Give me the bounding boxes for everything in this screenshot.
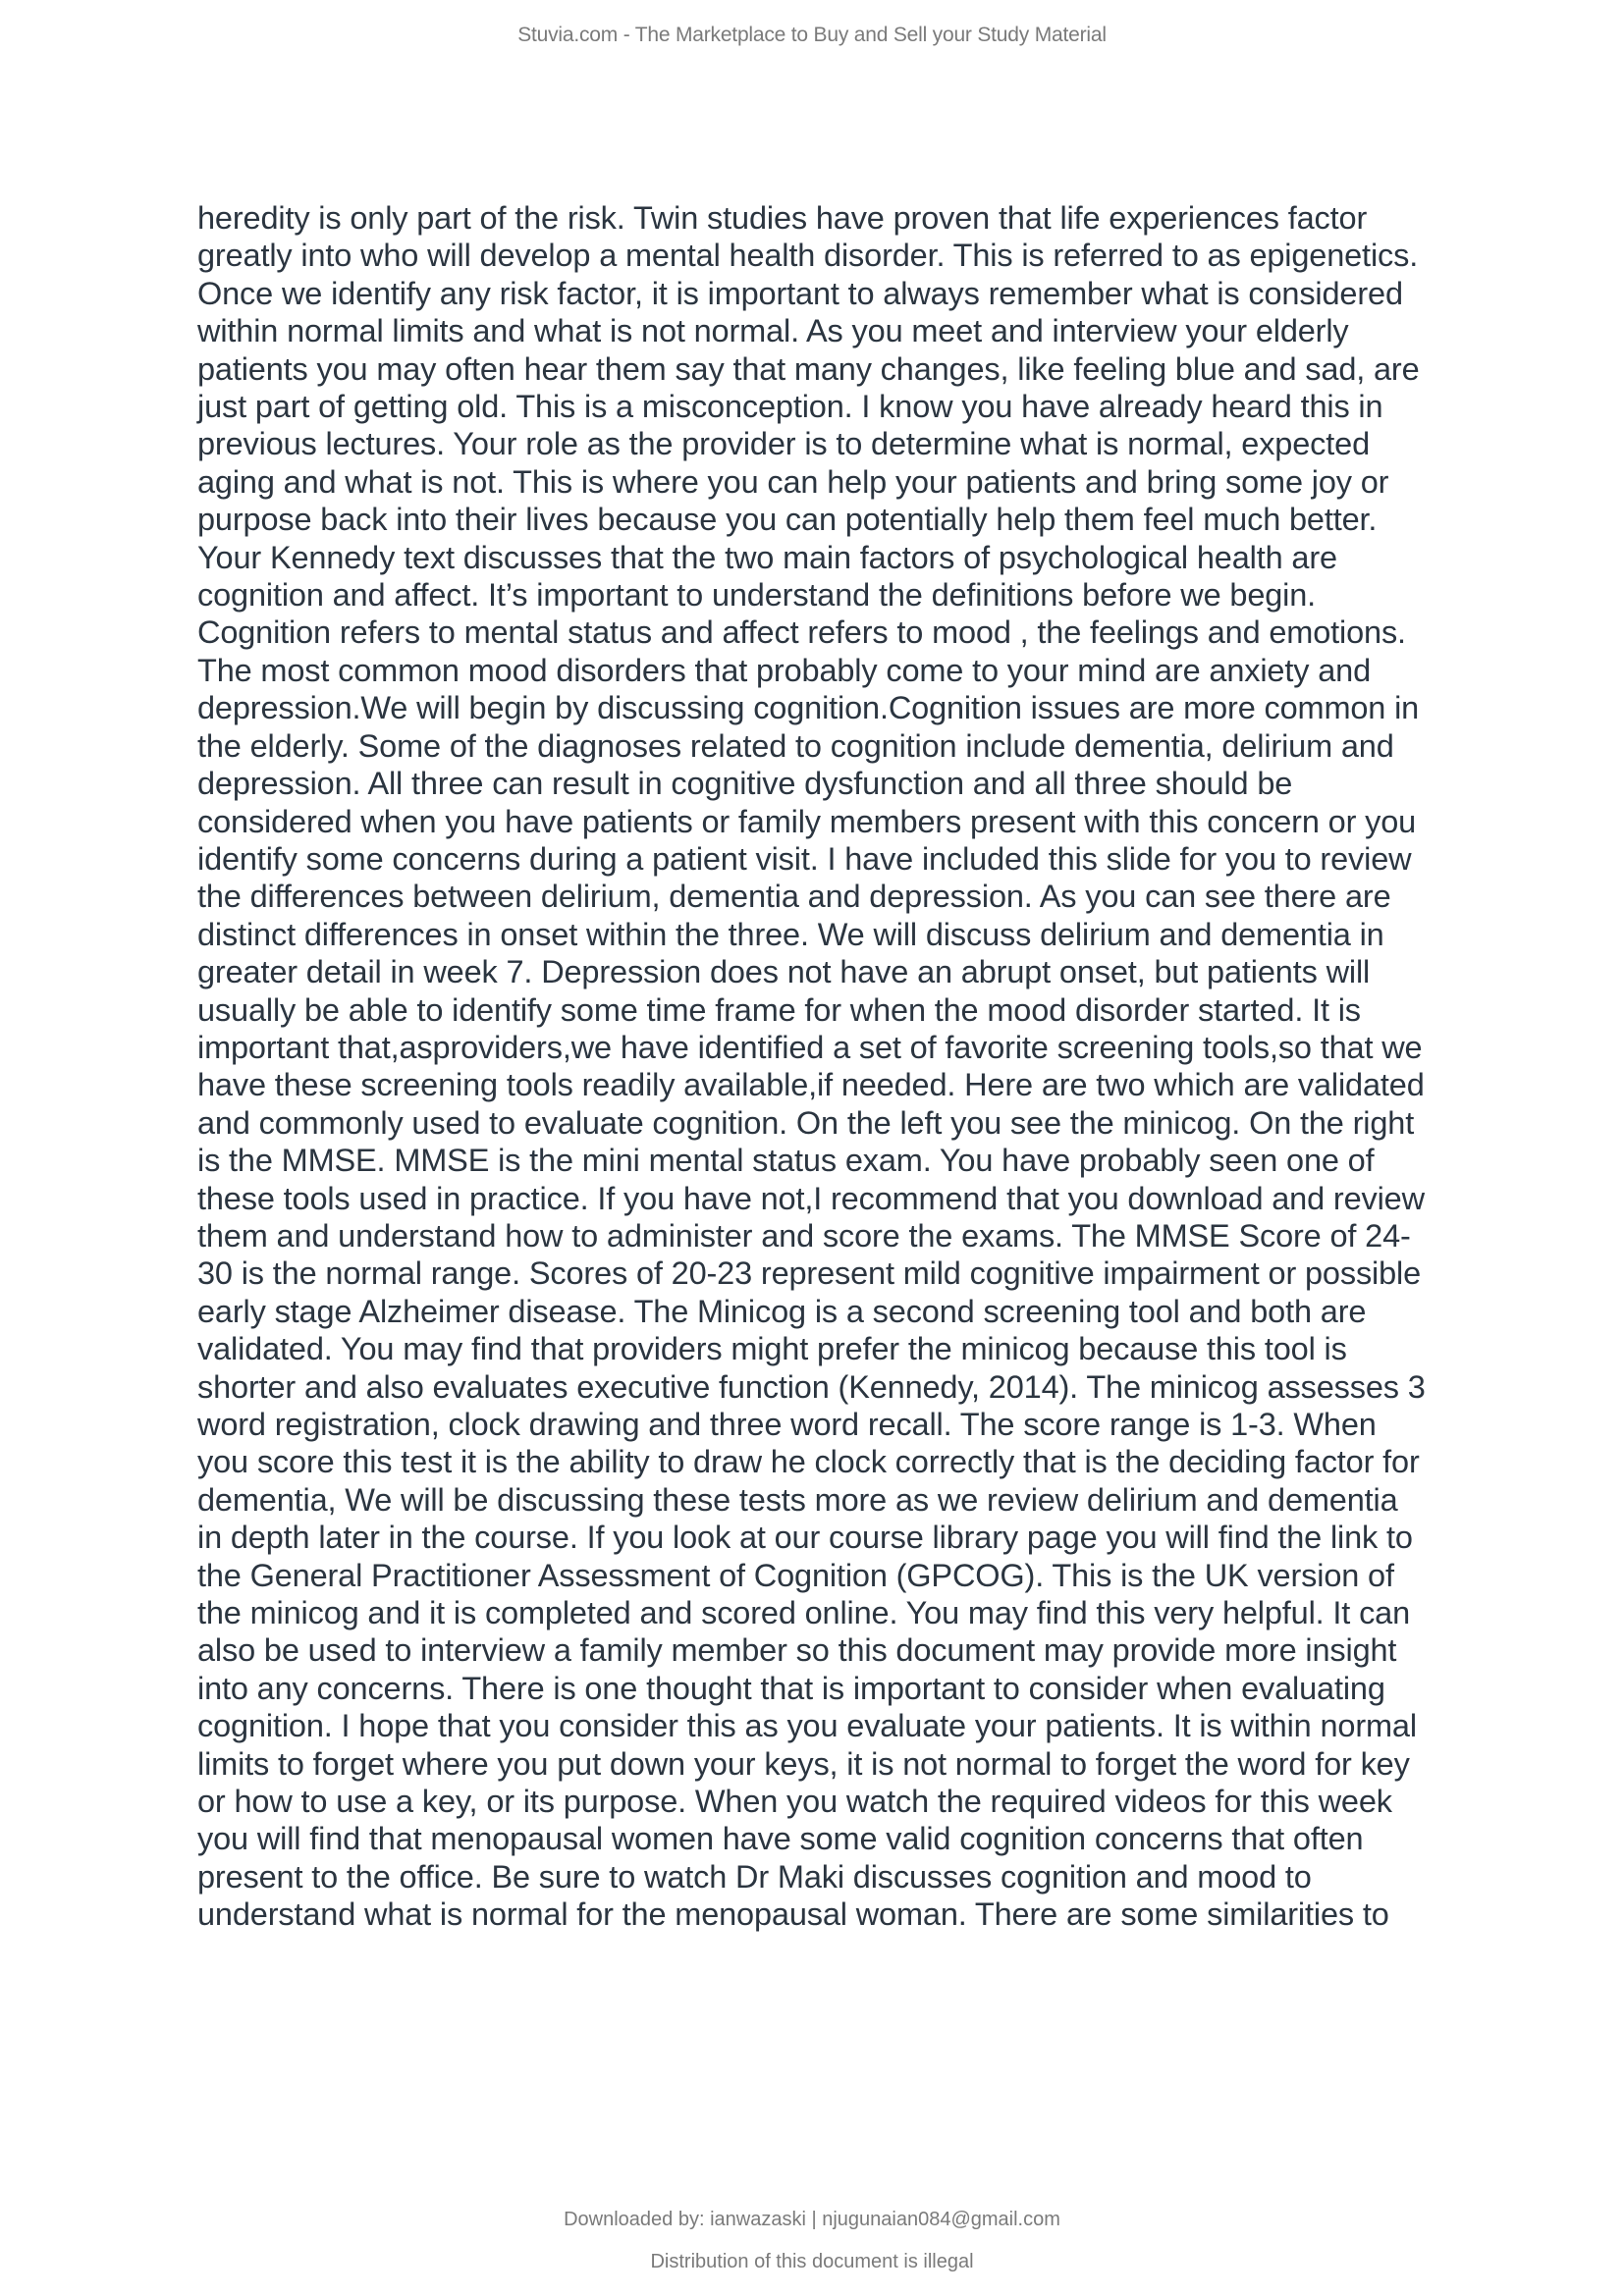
text-line: word registration, clock drawing and three word recall. The score range is 1-3. When: [197, 1407, 1377, 1442]
text-line: Once we identify any risk factor, it is important to always remember what is considered: [197, 275, 1403, 311]
text-line: in depth later in the course. If you look at our course library page you will find the link to: [197, 1520, 1413, 1556]
text-line: also be used to interview a family member so this document may provide more insight: [197, 1632, 1397, 1669]
text-line: the differences between delirium, dementia and depression. As you can see there are: [197, 879, 1391, 915]
text-line: greater detail in week 7. Depression does not have an abrupt onset, but patients will: [197, 954, 1371, 990]
text-line: heredity is only part of the risk. Twin studies have proven that life experiences factor: [197, 200, 1368, 236]
text-line: The most common mood disorders that probably come to your mind are anxiety and: [197, 652, 1371, 688]
text-line: them and understand how to administer and score the exams. The MMSE Score of 24-: [197, 1217, 1411, 1254]
text-line: early stage Alzheimer disease. The Minicog is a second screening tool and both are: [197, 1293, 1367, 1329]
text-line: you will find that menopausal women have some valid cognition concerns that often: [197, 1821, 1364, 1857]
text-line: the General Practitioner Assessment of Cognition (GPCOG). This is the UK version of: [197, 1557, 1394, 1593]
text-line: within normal limits and what is not normal. As you meet and interview your elderly: [197, 313, 1349, 349]
text-line: the minicog and it is completed and scored online. You may find this very helpful. It can: [197, 1595, 1411, 1631]
text-line: previous lectures. Your role as the provider is to determine what is normal, expected: [197, 426, 1370, 462]
text-line: patients you may often hear them say that many changes, like feeling blue and sad, are: [197, 350, 1420, 387]
text-line: Your Kennedy text discusses that the two main factors of psychological health are: [197, 539, 1337, 575]
text-line: is the MMSE. MMSE is the mini mental status exam. You have probably seen one of: [197, 1143, 1375, 1179]
text-line: 30 is the normal range. Scores of 20-23 represent mild cognitive impairment or possible: [197, 1255, 1422, 1292]
body-text: [197, 199, 1533, 1934]
text-line: important that,asproviders,we have identified a set of favorite screening tools,so that we: [197, 1029, 1423, 1065]
footer-distribution-notice: Distribution of this document is illegal: [650, 2251, 974, 2272]
text-line: validated. You may find that providers might prefer the minicog because this tool is: [197, 1331, 1347, 1367]
text-line: and commonly used to evaluate cognition. On the left you see the minicog. On the right: [197, 1104, 1415, 1141]
text-line: cognition and affect. It’s important to understand the definitions before we begin.: [197, 577, 1317, 614]
text-line: distinct differences in onset within the three. We will discuss delirium and dementia in: [197, 916, 1384, 952]
text-line: considered when you have patients or family members present with this concern or you: [197, 803, 1417, 839]
text-line: shorter and also evaluates executive function (Kennedy, 2014). The minicog assesses 3: [197, 1368, 1426, 1405]
text-line: into any concerns. There is one thought that is important to consider when evaluating: [197, 1670, 1385, 1706]
text-line: cognition. I hope that you consider this as you evaluate your patients. It is within normal: [197, 1708, 1417, 1744]
text-line: depression.We will begin by discussing cognition.Cognition issues are more common in: [197, 690, 1420, 726]
header-watermark: Stuvia.com - The Marketplace to Buy and Sell your Study Material: [517, 24, 1107, 46]
text-line: purpose back into their lives because you can potentially help them feel much better.: [197, 502, 1378, 538]
text-line: dementia, We will be discussing these tests more as we review delirium and dementia: [197, 1481, 1398, 1518]
footer-downloaded-by: Downloaded by: ianwazaski | njugunaian084@gmail.com: [564, 2209, 1060, 2230]
text-line: depression. All three can result in cognitive dysfunction and all three should be: [197, 766, 1293, 802]
text-line: Cognition refers to mental status and affect refers to mood , the feelings and emotions.: [197, 614, 1406, 651]
text-line: limits to forget where you put down your keys, it is not normal to forget the word for key: [197, 1745, 1410, 1782]
text-line: these tools used in practice. If you have not,I recommend that you download and review: [197, 1180, 1425, 1216]
text-line: greatly into who will develop a mental health disorder. This is referred to as epigenetics.: [197, 238, 1419, 274]
text-line: have these screening tools readily available,if needed. Here are two which are validated: [197, 1067, 1425, 1103]
text-line: or how to use a key, or its purpose. When you watch the required videos for this week: [197, 1784, 1392, 1820]
text-line: identify some concerns during a patient visit. I have included this slide for you to review: [197, 840, 1412, 877]
text-line: aging and what is not. This is where you can help your patients and bring some joy or: [197, 463, 1389, 500]
text-line: usually be able to identify some time frame for when the mood disorder started. It is: [197, 991, 1361, 1028]
text-line: just part of getting old. This is a misconception. I know you have already heard this in: [197, 389, 1383, 425]
text-line: present to the office. Be sure to watch Dr Maki discusses cognition and mood to: [197, 1858, 1312, 1895]
text-line: the elderly. Some of the diagnoses related to cognition include dementia, delirium and: [197, 727, 1394, 764]
text-line: understand what is normal for the menopausal woman. There are some similarities to: [197, 1896, 1389, 1933]
text-line: you score this test it is the ability to draw he clock correctly that is the deciding factor for: [197, 1444, 1420, 1480]
